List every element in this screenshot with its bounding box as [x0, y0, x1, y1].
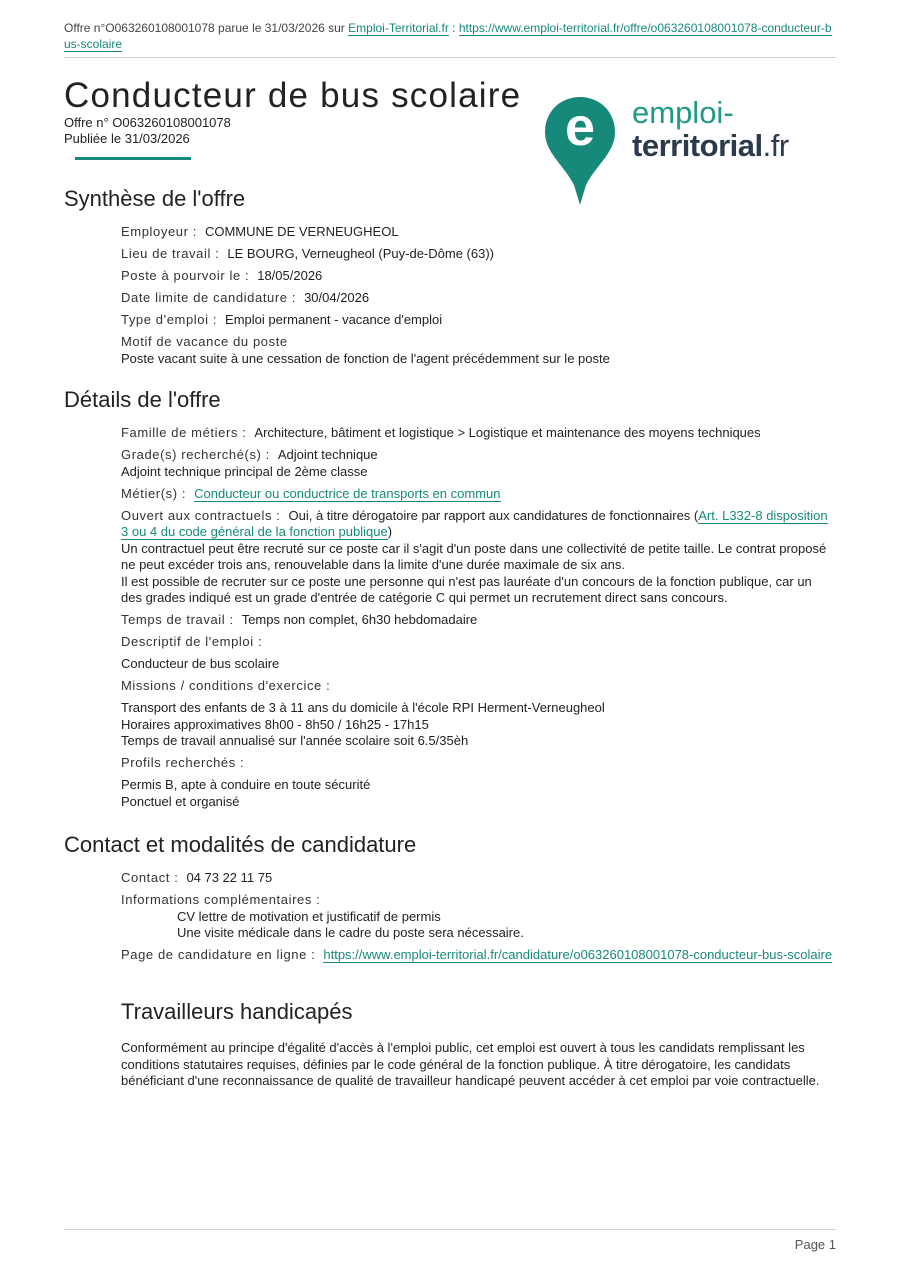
map-pin-icon: [542, 95, 618, 207]
section-heading-handicap: Travailleurs handicapés: [121, 999, 353, 1024]
candidature-link[interactable]: https://www.emploi-territorial.fr/candidature/o063260108001078-conducteur-bus-scolaire: [323, 947, 833, 962]
logo-wordmark: [632, 97, 789, 163]
field-motif: [121, 334, 836, 367]
top-divider: [64, 57, 836, 58]
date-limite-label: Date limite de candidature :: [121, 290, 297, 305]
field-temps: [121, 612, 836, 629]
temps-value: Temps non complet, 6h30 hebdomadaire: [241, 612, 478, 627]
field-famille: [121, 425, 836, 442]
field-employeur: [121, 224, 836, 241]
grade-value-2: Adjoint technique principal de 2ème classe: [121, 463, 368, 479]
descriptif-label: Descriptif de l'emploi :: [121, 634, 263, 649]
employeur-value: COMMUNE DE VERNEUGHEOL: [204, 224, 399, 239]
section-heading-synthese: Synthèse de l'offre: [64, 186, 246, 211]
profil-line: Ponctuel et organisé: [121, 793, 240, 809]
section-heading-details: Détails de l'offre: [64, 387, 221, 412]
motif-value: Poste vacant suite à une cessation de fonction de l'agent précédemment sur le poste: [121, 350, 610, 366]
descriptif-value: Conducteur de bus scolaire: [121, 656, 280, 671]
contractuels-paragraph-1: Un contractuel peut être recruté sur ce poste car il s'agit d'un poste dans une collectivité de petite taille. Le contrat proposé ne peut excéder trois ans, renouvelable dans la limite d'une durée maximale de six ans.: [121, 540, 827, 572]
section-heading-contact: Contact et modalités de candidature: [64, 832, 417, 857]
famille-value: Architecture, bâtiment et logistique > Logistique et maintenance des moyens techniques: [254, 425, 761, 440]
contractuels-label: Ouvert aux contractuels :: [121, 507, 281, 523]
offer-number: Offre n° O063260108001078: [64, 115, 231, 130]
lieu-value: LE BOURG, Verneugheol (Puy-de-Dôme (63)): [227, 246, 494, 261]
employeur-label: Employeur :: [121, 224, 197, 239]
field-type: [121, 312, 836, 329]
info-line: CV lettre de motivation et justificatif de permis: [177, 908, 441, 924]
logo-line2: [632, 129, 789, 163]
missions-value: [121, 700, 836, 750]
date-limite-value: 30/04/2026: [304, 290, 370, 305]
offer-source-prefix: Offre n°O063260108001078 parue le 31/03/2026 sur: [64, 21, 349, 35]
contractuels-paragraph-2: Il est possible de recruter sur ce poste une personne qui n'est pas lauréate d'un concours de la fonction publique, car un des grades indiqué est un grade d'entrée de catégorie C qui permet un recrutement direct sans concours.: [121, 573, 812, 605]
published-date: Publiée le 31/03/2026: [64, 131, 190, 146]
mission-line: Temps de travail annualisé sur l'année scolaire soit 6.5/35èh: [121, 733, 469, 748]
temps-label: Temps de travail :: [121, 612, 234, 627]
field-candidature: [121, 947, 836, 964]
type-label: Type d'emploi :: [121, 312, 218, 327]
title-underline: [75, 157, 191, 160]
field-poste: [121, 268, 836, 285]
poste-value: 18/05/2026: [257, 268, 323, 283]
missions-label: Missions / conditions d'exercice :: [121, 678, 331, 693]
field-lieu: [121, 246, 836, 263]
info-line: Une visite médicale dans le cadre du poste sera nécessaire.: [177, 925, 524, 940]
logo-letter: e: [564, 97, 596, 157]
poste-label: Poste à pourvoir le :: [121, 268, 250, 283]
offer-source-line: [64, 20, 836, 52]
field-date-limite: [121, 290, 836, 307]
handicap-text: Conformément au principe d'égalité d'accès à l'emploi public, cet emploi est ouvert à tous les candidats remplissant les conditions statutaires requises, définies par le code général de la fonction publique. À titre dérogatoire, les candidats bénéficiant d'une reconnaissance de qualité de travailleur handicapé peuvent accéder à cet emploi par voie contractuelle.: [121, 1040, 820, 1088]
profils-value: [121, 777, 836, 810]
infos-label: Informations complémentaires :: [121, 892, 321, 907]
field-infos: [121, 892, 836, 942]
famille-label: Famille de métiers :: [121, 425, 247, 440]
metier-link[interactable]: Conducteur ou conductrice de transports en commun: [194, 485, 501, 501]
mission-line: Transport des enfants de 3 à 11 ans du domicile à l'école RPI Herment-Verneugheol: [121, 700, 605, 715]
mission-line: Horaires approximatives 8h00 - 8h50 / 16h25 - 17h15: [121, 716, 429, 732]
field-contact: [121, 870, 836, 887]
motif-label: Motif de vacance du poste: [121, 334, 288, 349]
logo-line1: emploi-: [632, 95, 734, 130]
profil-line: Permis B, apte à conduire en toute sécurité: [121, 777, 371, 792]
synthese-block: [121, 224, 836, 373]
offer-url-link[interactable]: https://www.emploi-territorial.fr/offre/o063260108001078-conducteur-bus-scolaire: [64, 21, 832, 51]
details-block: [121, 425, 836, 816]
logo-suffix: .fr: [762, 128, 789, 163]
emploi-territorial-logo: [540, 95, 840, 210]
page-title: Conducteur de bus scolaire: [64, 76, 522, 115]
metier-label: Métier(s) :: [121, 485, 187, 501]
lieu-label: Lieu de travail :: [121, 246, 220, 261]
separator: :: [448, 21, 459, 35]
contractuels-value: Oui, à titre dérogatoire par rapport aux candidatures de fonctionnaires (: [288, 507, 699, 523]
site-link[interactable]: Emploi-Territorial.fr: [348, 21, 449, 35]
grade-value-1: Adjoint technique: [277, 447, 378, 462]
type-value: Emploi permanent - vacance d'emploi: [225, 312, 443, 327]
field-grade: [121, 447, 836, 480]
profils-label: Profils recherchés :: [121, 755, 245, 770]
contact-phone: 04 73 22 11 75: [186, 870, 273, 885]
logo-territorial: territorial: [632, 128, 763, 163]
page-number: Page 1: [794, 1237, 836, 1252]
candidature-label: Page de candidature en ligne :: [121, 947, 316, 962]
field-metier: [121, 486, 836, 503]
contractuels-close: ): [387, 524, 393, 539]
article-link[interactable]: Art. L332-8 disposition 3 ou 4 du code général de la fonction publique: [121, 507, 828, 539]
contact-block: [121, 870, 836, 969]
bottom-divider: [64, 1229, 836, 1230]
field-contractuels: [121, 508, 836, 607]
grade-label: Grade(s) recherché(s) :: [121, 447, 270, 462]
contact-label: Contact :: [121, 870, 179, 885]
